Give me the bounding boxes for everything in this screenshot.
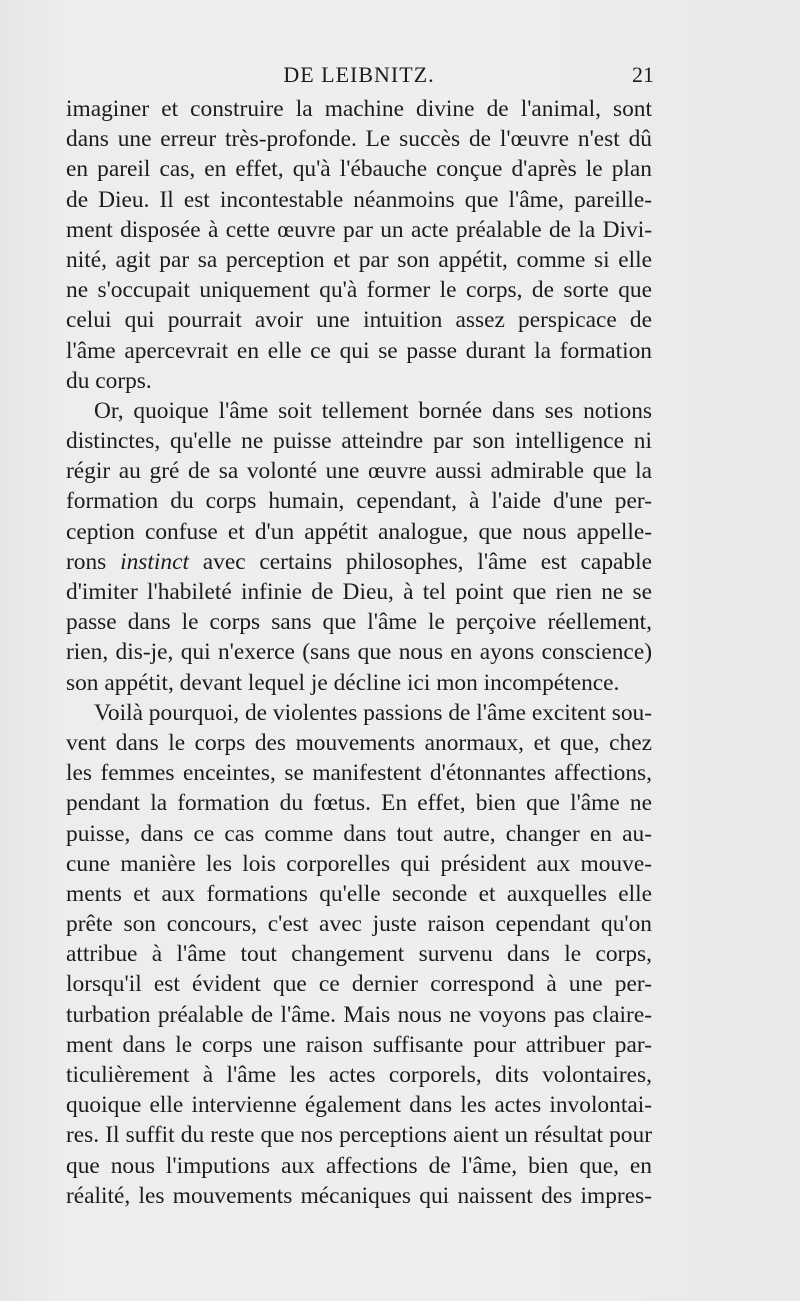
text-line: imaginer et construire la machine divine de l'animal, sont [66, 96, 652, 122]
text-line: celui qui pourrait avoir une intuition assez perspicace de [66, 307, 652, 334]
running-head [66, 62, 652, 88]
text-line: vent dans le corps des mouvements anormaux, et que, chez [66, 729, 652, 756]
text-line: ment disposée à cette œuvre par un acte préalable de la Divi- [66, 216, 652, 243]
text-line: ment dans le corps une raison suffisante pour attribuer par- [66, 1031, 652, 1058]
text-line: régir au gré de sa volonté une œuvre aussi admirable que la [66, 458, 652, 485]
text-line: son appétit, devant lequel je décline ici mon incompétence. [66, 669, 620, 696]
body-text [66, 94, 652, 1211]
text-line: lorsqu'il est évident que ce dernier correspond à une per- [66, 971, 652, 998]
text-line: turbation préalable de l'âme. Mais nous ne voyons pas claire- [66, 1001, 652, 1028]
text-line: attribue à l'âme tout changement survenu dans le corps, [66, 941, 652, 968]
text-line: que nous l'imputions aux affections de l'âme, bien que, en [66, 1152, 652, 1179]
text-line: d'imiter l'habileté infinie de Dieu, à tel point que rien ne se [66, 579, 652, 605]
italic-term: instinct [120, 548, 189, 575]
text-line: Voilà pourquoi, de violentes passions de l'âme excitent sou- [94, 699, 652, 726]
text-line: l'âme apercevrait en elle ce qui se passe durant la formation [66, 337, 652, 364]
text-segment: avec certains philosophes, l'âme est capable [202, 548, 652, 575]
text-line: nité, agit par sa perception et par son appétit, comme si elle [66, 246, 652, 273]
text-line: ception confuse et d'un appétit analogue, que nous appelle- [66, 518, 652, 545]
page-number: 21 [632, 62, 654, 87]
text-line [66, 547, 652, 577]
text-line: réalité, les mouvements mécaniques qui naissent des impres- [66, 1182, 652, 1209]
text-line: puisse, dans ce cas comme dans tout autre, changer en au- [66, 820, 652, 847]
text-line: les femmes enceintes, se manifestent d'étonnantes affections, [66, 760, 652, 787]
text-line: ments et aux formations qu'elle seconde et auxquelles elle [66, 880, 652, 907]
text-line: en pareil cas, en effet, qu'à l'ébauche conçue d'après le plan [66, 156, 652, 183]
text-line: pendant la formation du fœtus. En effet, bien que l'âme ne [66, 790, 652, 817]
text-line: passe dans le corps sans que l'âme le perçoive réellement, [66, 609, 652, 636]
running-title: DE LEIBNITZ. [283, 62, 435, 87]
text-line: quoique elle intervienne également dans les actes involontai- [66, 1092, 652, 1119]
text-line: cune manière les lois corporelles qui président aux mouve- [66, 850, 652, 877]
text-line: formation du corps humain, cependant, à l'aide d'une per- [66, 488, 652, 515]
text-line: prête son concours, c'est avec juste raison cependant qu'on [66, 911, 652, 938]
text-line: dans une erreur très-profonde. Le succès de l'œuvre n'est dû [66, 126, 652, 153]
text-line: du corps. [66, 367, 152, 394]
text-line: Or, quoique l'âme soit tellement bornée dans ses notions [94, 397, 652, 424]
text-line: de Dieu. Il est incontestable néanmoins que l'âme, pareille- [66, 186, 652, 213]
text-line: ne s'occupait uniquement qu'à former le corps, de sorte que [66, 277, 652, 304]
text-line: res. Il suffit du reste que nos perceptions aient un résultat pour [66, 1122, 652, 1149]
text-segment: rons [66, 548, 107, 575]
text-line: rien, dis-je, qui n'exerce (sans que nous en ayons conscience) [66, 639, 652, 666]
text-line: ticulièrement à l'âme les actes corporels, dits volontaires, [66, 1062, 652, 1088]
text-line: distinctes, qu'elle ne puisse atteindre par son intelligence ni [66, 428, 652, 455]
